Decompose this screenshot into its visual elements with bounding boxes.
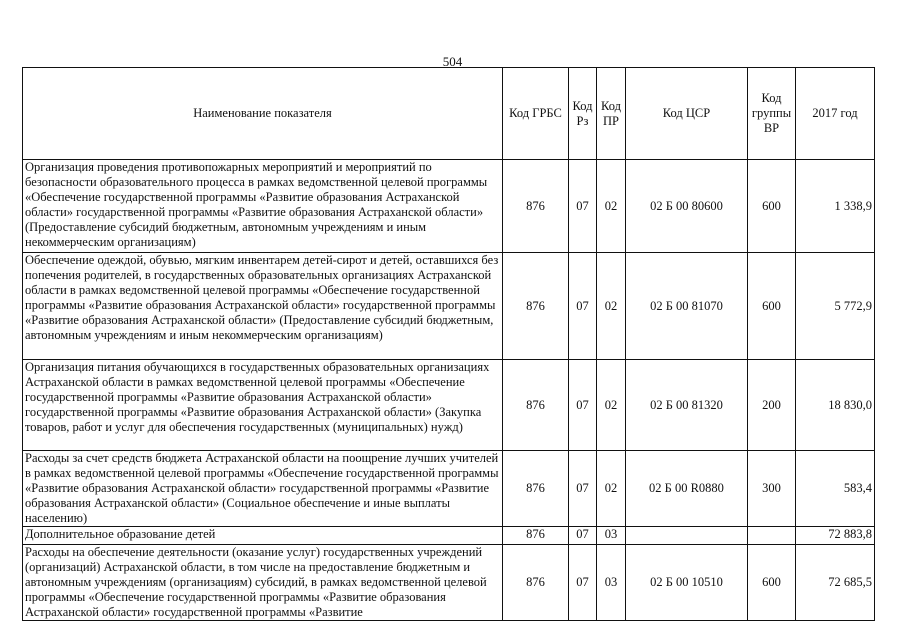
header-pr: Код ПР — [597, 68, 626, 160]
row-vr: 200 — [748, 360, 796, 451]
table-row — [23, 527, 875, 545]
header-row — [23, 68, 875, 160]
budget-table — [22, 67, 875, 621]
row-name: Расходы за счет средств бюджета Астраханской области на поощрение лучших учителей в рамках ведомственной целевой программы «Обеспечение государственной программы «Развитие образования Астраханской области» государственной программы «Развитие образования Астраханской области» (Социальное обеспечение и иные выплаты населению) — [23, 451, 503, 527]
row-name: Дополнительное образование детей — [23, 527, 503, 545]
table-row — [23, 451, 875, 527]
row-vr: 600 — [748, 253, 796, 360]
header-grbs: Код ГРБС — [503, 68, 569, 160]
row-rz: 07 — [569, 451, 597, 527]
row-rz: 07 — [569, 160, 597, 253]
row-grbs: 876 — [503, 160, 569, 253]
row-amount: 72 685,5 — [796, 545, 875, 621]
row-amount: 72 883,8 — [796, 527, 875, 545]
row-csr: 02 Б 00 80600 — [626, 160, 748, 253]
row-csr: 02 Б 00 10510 — [626, 545, 748, 621]
row-amount: 583,4 — [796, 451, 875, 527]
table-row — [23, 253, 875, 360]
row-rz: 07 — [569, 360, 597, 451]
row-vr: 300 — [748, 451, 796, 527]
row-vr: 600 — [748, 160, 796, 253]
row-grbs: 876 — [503, 545, 569, 621]
row-csr — [626, 527, 748, 545]
row-grbs: 876 — [503, 360, 569, 451]
row-pr: 02 — [597, 451, 626, 527]
row-pr: 03 — [597, 545, 626, 621]
row-pr: 02 — [597, 360, 626, 451]
row-amount: 5 772,9 — [796, 253, 875, 360]
row-name: Расходы на обеспечение деятельности (оказание услуг) государственных учреждений (организаций) Астраханской области, в том числе на предоставление бюджетным и автономным учреждениям (организациям) субсидий, в рамках ведомственной целевой программы «Обеспечение государственной программы «Развитие образования Астраханской области» государственной программы «Развитие — [23, 545, 503, 621]
row-name: Организация проведения противопожарных мероприятий и мероприятий по безопасности образовательного процесса в рамках ведомственной целевой программы «Обеспечение государственной программы «Развитие образования Астраханской области» государственной программы «Развитие образования Астраханской области» (Предоставление субсидий бюджетным, автономным учреждениям и иным некоммерческим организациям) — [23, 160, 503, 253]
page-number: 504 — [442, 54, 463, 69]
row-csr: 02 Б 00 R0880 — [626, 451, 748, 527]
table-row — [23, 360, 875, 451]
row-vr: 600 — [748, 545, 796, 621]
header-year: 2017 год — [796, 68, 875, 160]
table-row — [23, 160, 875, 253]
row-amount: 1 338,9 — [796, 160, 875, 253]
table-row — [23, 545, 875, 621]
header-rz: Код Рз — [569, 68, 597, 160]
row-amount: 18 830,0 — [796, 360, 875, 451]
row-grbs: 876 — [503, 527, 569, 545]
row-pr: 02 — [597, 160, 626, 253]
row-csr: 02 Б 00 81320 — [626, 360, 748, 451]
row-rz: 07 — [569, 527, 597, 545]
row-name: Организация питания обучающихся в государственных образовательных организациях Астраханской области в рамках ведомственной целевой программы «Обеспечение государственной программы «Развитие образования Астраханской области» государственной программы «Развитие образования Астраханской области» (Закупка товаров, работ и услуг для обеспечения государственных (муниципальных) нужд) — [23, 360, 503, 451]
row-rz: 07 — [569, 253, 597, 360]
row-grbs: 876 — [503, 253, 569, 360]
row-name: Обеспечение одеждой, обувью, мягким инвентарем детей-сирот и детей, оставшихся без попечения родителей, в государственных образовательных организациях Астраханской области в рамках ведомственной целевой программы «Обеспечение государственной программы «Развитие образования Астраханской области» государственной программы «Развитие образования Астраханской области» (Предоставление субсидий бюджетным, автономным учреждениям и иным некоммерческим организациям) — [23, 253, 503, 360]
row-csr: 02 Б 00 81070 — [626, 253, 748, 360]
header-vr: Код группы ВР — [748, 68, 796, 160]
row-vr — [748, 527, 796, 545]
row-pr: 03 — [597, 527, 626, 545]
row-rz: 07 — [569, 545, 597, 621]
header-name: Наименование показателя — [23, 68, 503, 160]
row-grbs: 876 — [503, 451, 569, 527]
header-csr: Код ЦСР — [626, 68, 748, 160]
row-pr: 02 — [597, 253, 626, 360]
